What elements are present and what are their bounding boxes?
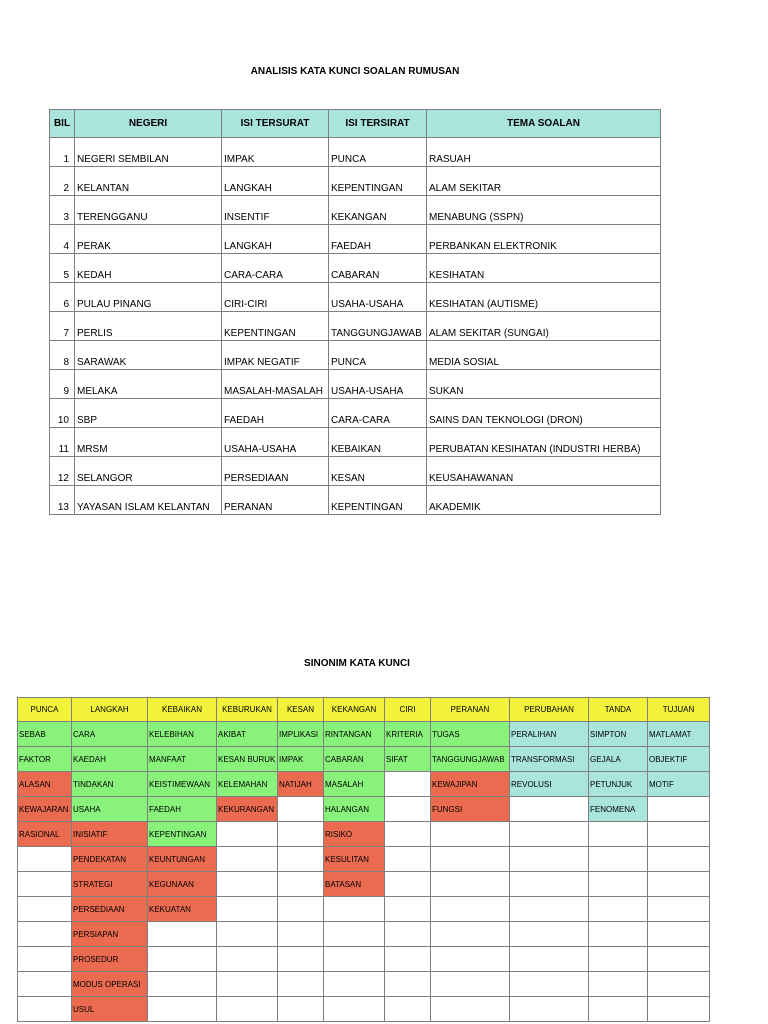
table-cell: IMPAK <box>222 138 329 167</box>
synonym-cell: PERSEDIAAN <box>72 897 148 922</box>
table-row <box>50 312 661 341</box>
synonym-cell: SEBAB <box>18 722 72 747</box>
synonym-cell: MANFAAT <box>148 747 217 772</box>
synonym-cell: PERSIAPAN <box>72 922 148 947</box>
column-header: TEMA SOALAN <box>427 110 661 138</box>
synonym-cell: REVOLUSI <box>510 772 589 797</box>
column-header: BIL <box>50 110 75 138</box>
table-cell: 1 <box>50 138 75 167</box>
synonym-cell <box>217 947 278 972</box>
synonym-cell <box>648 972 710 997</box>
table-cell: 4 <box>50 225 75 254</box>
synonym-cell <box>385 922 431 947</box>
table-cell: CABARAN <box>329 254 427 283</box>
synonym-cell: SIMPTON <box>589 722 648 747</box>
table-row <box>50 370 661 399</box>
synonym-cell: KELEBIHAN <box>148 722 217 747</box>
synonym-cell <box>385 947 431 972</box>
table-cell: SUKAN <box>427 370 661 399</box>
synonym-cell: IMPLIKASI <box>278 722 324 747</box>
synonym-cell: FAKTOR <box>18 747 72 772</box>
table-cell: USAHA-USAHA <box>329 370 427 399</box>
synonym-cell: INISIATIF <box>72 822 148 847</box>
table-cell: 5 <box>50 254 75 283</box>
table-cell: ALAM SEKITAR <box>427 167 661 196</box>
synonym-cell <box>648 847 710 872</box>
synonym-row <box>18 847 710 872</box>
synonym-cell: KEGUNAAN <box>148 872 217 897</box>
synonym-cell <box>510 922 589 947</box>
table-cell: KEPENTINGAN <box>329 167 427 196</box>
synonym-cell: USUL <box>72 997 148 1022</box>
synonym-cell: USAHA <box>72 797 148 822</box>
table-cell: 13 <box>50 486 75 515</box>
synonym-row <box>18 722 710 747</box>
table-cell: SAINS DAN TEKNOLOGI (DRON) <box>427 399 661 428</box>
synonym-cell <box>431 847 510 872</box>
synonym-cell <box>18 847 72 872</box>
synonym-cell: IMPAK <box>278 747 324 772</box>
synonym-cell <box>648 997 710 1022</box>
synonym-cell <box>278 872 324 897</box>
synonym-row <box>18 972 710 997</box>
table-cell: KEBAIKAN <box>329 428 427 457</box>
table-cell: FAEDAH <box>222 399 329 428</box>
synonym-cell: CABARAN <box>324 747 385 772</box>
synonym-cell <box>148 997 217 1022</box>
synonym-cell <box>217 822 278 847</box>
table-cell: MRSM <box>75 428 222 457</box>
synonym-column-header: KEKANGAN <box>324 698 385 722</box>
table-cell: PERAK <box>75 225 222 254</box>
synonym-cell: KEISTIMEWAAN <box>148 772 217 797</box>
table-cell: FAEDAH <box>329 225 427 254</box>
synonym-cell <box>217 997 278 1022</box>
synonym-cell <box>278 797 324 822</box>
synonym-cell: MASALAH <box>324 772 385 797</box>
table-cell: KEPENTINGAN <box>329 486 427 515</box>
synonym-table <box>17 697 710 1022</box>
synonym-cell <box>385 972 431 997</box>
synonym-cell <box>18 897 72 922</box>
synonym-row <box>18 872 710 897</box>
table-cell: AKADEMIK <box>427 486 661 515</box>
synonym-cell: KESAN BURUK <box>217 747 278 772</box>
table-cell: MASALAH-MASALAH <box>222 370 329 399</box>
synonym-cell <box>431 922 510 947</box>
synonym-cell <box>648 872 710 897</box>
synonym-cell <box>589 922 648 947</box>
table-cell: SBP <box>75 399 222 428</box>
synonym-cell <box>385 997 431 1022</box>
synonym-cell <box>510 947 589 972</box>
table-cell: LANGKAH <box>222 225 329 254</box>
table-cell: PERSEDIAAN <box>222 457 329 486</box>
table-cell: RASUAH <box>427 138 661 167</box>
synonym-cell: TRANSFORMASI <box>510 747 589 772</box>
table-cell: PERUBATAN KESIHATAN (INDUSTRI HERBA) <box>427 428 661 457</box>
synonym-cell: TANGGUNGJAWAB <box>431 747 510 772</box>
table-row <box>50 138 661 167</box>
synonym-cell <box>18 922 72 947</box>
synonym-cell: KELEMAHAN <box>217 772 278 797</box>
table-row <box>50 428 661 457</box>
synonym-column-header: TANDA <box>589 698 648 722</box>
synonym-cell <box>217 972 278 997</box>
synonym-cell <box>18 997 72 1022</box>
synonym-cell <box>510 872 589 897</box>
synonym-cell <box>148 972 217 997</box>
table-cell: LANGKAH <box>222 167 329 196</box>
synonym-cell <box>278 972 324 997</box>
synonym-row <box>18 822 710 847</box>
table-cell: CIRI-CIRI <box>222 283 329 312</box>
synonym-cell <box>324 922 385 947</box>
synonym-cell <box>510 822 589 847</box>
synonym-cell <box>648 822 710 847</box>
synonym-cell <box>217 847 278 872</box>
synonym-cell: KEUNTUNGAN <box>148 847 217 872</box>
table-cell: PERANAN <box>222 486 329 515</box>
synonym-cell <box>278 847 324 872</box>
synonym-column-header: KESAN <box>278 698 324 722</box>
synonym-cell <box>278 997 324 1022</box>
synonym-cell <box>278 897 324 922</box>
table-row <box>50 167 661 196</box>
table-row <box>50 399 661 428</box>
table-cell: SELANGOR <box>75 457 222 486</box>
synonym-cell <box>324 947 385 972</box>
table-cell: KESIHATAN <box>427 254 661 283</box>
synonym-cell: KEKURANGAN <box>217 797 278 822</box>
table-cell: KEUSAHAWANAN <box>427 457 661 486</box>
synonym-cell <box>589 847 648 872</box>
synonym-column-header: PUNCA <box>18 698 72 722</box>
table-cell: PUNCA <box>329 341 427 370</box>
table-cell: USAHA-USAHA <box>329 283 427 312</box>
table-cell: USAHA-USAHA <box>222 428 329 457</box>
table-cell: 9 <box>50 370 75 399</box>
synonym-cell: MATLAMAT <box>648 722 710 747</box>
synonym-column-header: PERANAN <box>431 698 510 722</box>
table-cell: 10 <box>50 399 75 428</box>
table-cell: 3 <box>50 196 75 225</box>
table-cell: 6 <box>50 283 75 312</box>
synonym-cell: CARA <box>72 722 148 747</box>
synonym-cell: TUGAS <box>431 722 510 747</box>
synonym-cell: KRITERIA <box>385 722 431 747</box>
synonym-cell <box>148 922 217 947</box>
synonym-cell <box>385 772 431 797</box>
synonym-row <box>18 947 710 972</box>
table-row <box>50 341 661 370</box>
synonym-row <box>18 922 710 947</box>
synonym-row <box>18 897 710 922</box>
table-cell: KELANTAN <box>75 167 222 196</box>
synonym-cell: PERALIHAN <box>510 722 589 747</box>
synonym-cell: KEKUATAN <box>148 897 217 922</box>
synonym-cell <box>510 847 589 872</box>
synonym-cell: RASIONAL <box>18 822 72 847</box>
synonym-cell <box>648 797 710 822</box>
page-title-analysis: ANALISIS KATA KUNCI SOALAN RUMUSAN <box>250 66 460 77</box>
synonym-cell <box>648 922 710 947</box>
synonym-column-header: LANGKAH <box>72 698 148 722</box>
synonym-cell <box>431 997 510 1022</box>
synonym-cell <box>510 972 589 997</box>
synonym-cell: KEPENTINGAN <box>148 822 217 847</box>
synonym-cell: AKIBAT <box>217 722 278 747</box>
synonym-cell <box>510 797 589 822</box>
synonym-row <box>18 797 710 822</box>
table-cell: PUNCA <box>329 138 427 167</box>
synonym-cell: SIFAT <box>385 747 431 772</box>
synonym-cell: FAEDAH <box>148 797 217 822</box>
synonym-cell: MODUS OPERASI <box>72 972 148 997</box>
column-header: ISI TERSURAT <box>222 110 329 138</box>
synonym-cell <box>324 997 385 1022</box>
table-cell: TERENGGANU <box>75 196 222 225</box>
table-cell: PULAU PINANG <box>75 283 222 312</box>
synonym-cell <box>324 972 385 997</box>
synonym-cell <box>648 947 710 972</box>
table-cell: 7 <box>50 312 75 341</box>
synonym-cell: RINTANGAN <box>324 722 385 747</box>
synonym-cell <box>431 897 510 922</box>
synonym-cell <box>278 947 324 972</box>
synonym-column-header: KEBURUKAN <box>217 698 278 722</box>
synonym-cell <box>431 822 510 847</box>
table-cell: KESAN <box>329 457 427 486</box>
synonym-cell <box>217 897 278 922</box>
synonym-cell: KEWAJIPAN <box>431 772 510 797</box>
table-row <box>50 457 661 486</box>
table-cell: ALAM SEKITAR (SUNGAI) <box>427 312 661 341</box>
synonym-cell: FUNGSI <box>431 797 510 822</box>
synonym-cell <box>385 847 431 872</box>
synonym-cell <box>278 822 324 847</box>
synonym-row <box>18 747 710 772</box>
table-cell: PERBANKAN ELEKTRONIK <box>427 225 661 254</box>
column-header: ISI TERSIRAT <box>329 110 427 138</box>
synonym-cell <box>148 947 217 972</box>
table-cell: YAYASAN ISLAM KELANTAN <box>75 486 222 515</box>
synonym-cell <box>18 947 72 972</box>
synonym-cell <box>385 797 431 822</box>
table-row <box>50 283 661 312</box>
synonym-cell <box>18 972 72 997</box>
synonym-cell: OBJEKTIF <box>648 747 710 772</box>
table-cell: 11 <box>50 428 75 457</box>
table-cell: 8 <box>50 341 75 370</box>
table-cell: MENABUNG (SSPN) <box>427 196 661 225</box>
synonym-cell <box>589 972 648 997</box>
synonym-cell <box>589 947 648 972</box>
table-cell: SARAWAK <box>75 341 222 370</box>
table-cell: INSENTIF <box>222 196 329 225</box>
synonym-cell <box>385 822 431 847</box>
table-cell: PERLIS <box>75 312 222 341</box>
synonym-cell <box>589 822 648 847</box>
synonym-cell: RISIKO <box>324 822 385 847</box>
synonym-cell <box>278 922 324 947</box>
synonym-cell: KEWAJARAN <box>18 797 72 822</box>
table-row <box>50 486 661 515</box>
table-cell: KESIHATAN (AUTISME) <box>427 283 661 312</box>
synonym-cell: PETUNJUK <box>589 772 648 797</box>
table-cell: NEGERI SEMBILAN <box>75 138 222 167</box>
synonym-cell <box>589 897 648 922</box>
table-cell: MELAKA <box>75 370 222 399</box>
synonym-cell <box>648 897 710 922</box>
synonym-column-header: KEBAIKAN <box>148 698 217 722</box>
table-row <box>50 254 661 283</box>
synonym-cell: HALANGAN <box>324 797 385 822</box>
synonym-cell <box>510 997 589 1022</box>
synonym-cell: ALASAN <box>18 772 72 797</box>
table-cell: KEPENTINGAN <box>222 312 329 341</box>
table-cell: KEKANGAN <box>329 196 427 225</box>
synonym-row <box>18 997 710 1022</box>
keyword-analysis-table <box>49 109 661 515</box>
synonym-cell: GEJALA <box>589 747 648 772</box>
synonym-cell <box>324 897 385 922</box>
synonym-cell: KAEDAH <box>72 747 148 772</box>
table-cell: IMPAK NEGATIF <box>222 341 329 370</box>
synonym-cell <box>589 997 648 1022</box>
synonym-cell: MOTIF <box>648 772 710 797</box>
table-cell: TANGGUNGJAWAB <box>329 312 427 341</box>
page-title-synonyms: SINONIM KATA KUNCI <box>304 658 410 669</box>
table-cell: CARA-CARA <box>329 399 427 428</box>
synonym-cell <box>217 872 278 897</box>
synonym-header-row <box>18 698 710 722</box>
synonym-cell <box>385 872 431 897</box>
synonym-cell: KESULITAN <box>324 847 385 872</box>
synonym-cell <box>431 972 510 997</box>
synonym-cell: NATIJAH <box>278 772 324 797</box>
synonym-cell <box>385 897 431 922</box>
synonym-column-header: TUJUAN <box>648 698 710 722</box>
synonym-cell: BATASAN <box>324 872 385 897</box>
column-header: NEGERI <box>75 110 222 138</box>
synonym-cell: STRATEGI <box>72 872 148 897</box>
synonym-cell <box>589 872 648 897</box>
table-header-row <box>50 110 661 138</box>
synonym-cell: FENOMENA <box>589 797 648 822</box>
synonym-column-header: PERUBAHAN <box>510 698 589 722</box>
synonym-cell <box>431 947 510 972</box>
table-cell: MEDIA SOSIAL <box>427 341 661 370</box>
table-row <box>50 225 661 254</box>
synonym-cell <box>18 872 72 897</box>
table-cell: 2 <box>50 167 75 196</box>
synonym-cell: TINDAKAN <box>72 772 148 797</box>
synonym-cell: PROSEDUR <box>72 947 148 972</box>
synonym-column-header: CIRI <box>385 698 431 722</box>
synonym-cell <box>217 922 278 947</box>
table-cell: 12 <box>50 457 75 486</box>
synonym-cell <box>431 872 510 897</box>
synonym-row <box>18 772 710 797</box>
synonym-cell <box>510 897 589 922</box>
table-cell: KEDAH <box>75 254 222 283</box>
table-cell: CARA-CARA <box>222 254 329 283</box>
table-row <box>50 196 661 225</box>
synonym-cell: PENDEKATAN <box>72 847 148 872</box>
